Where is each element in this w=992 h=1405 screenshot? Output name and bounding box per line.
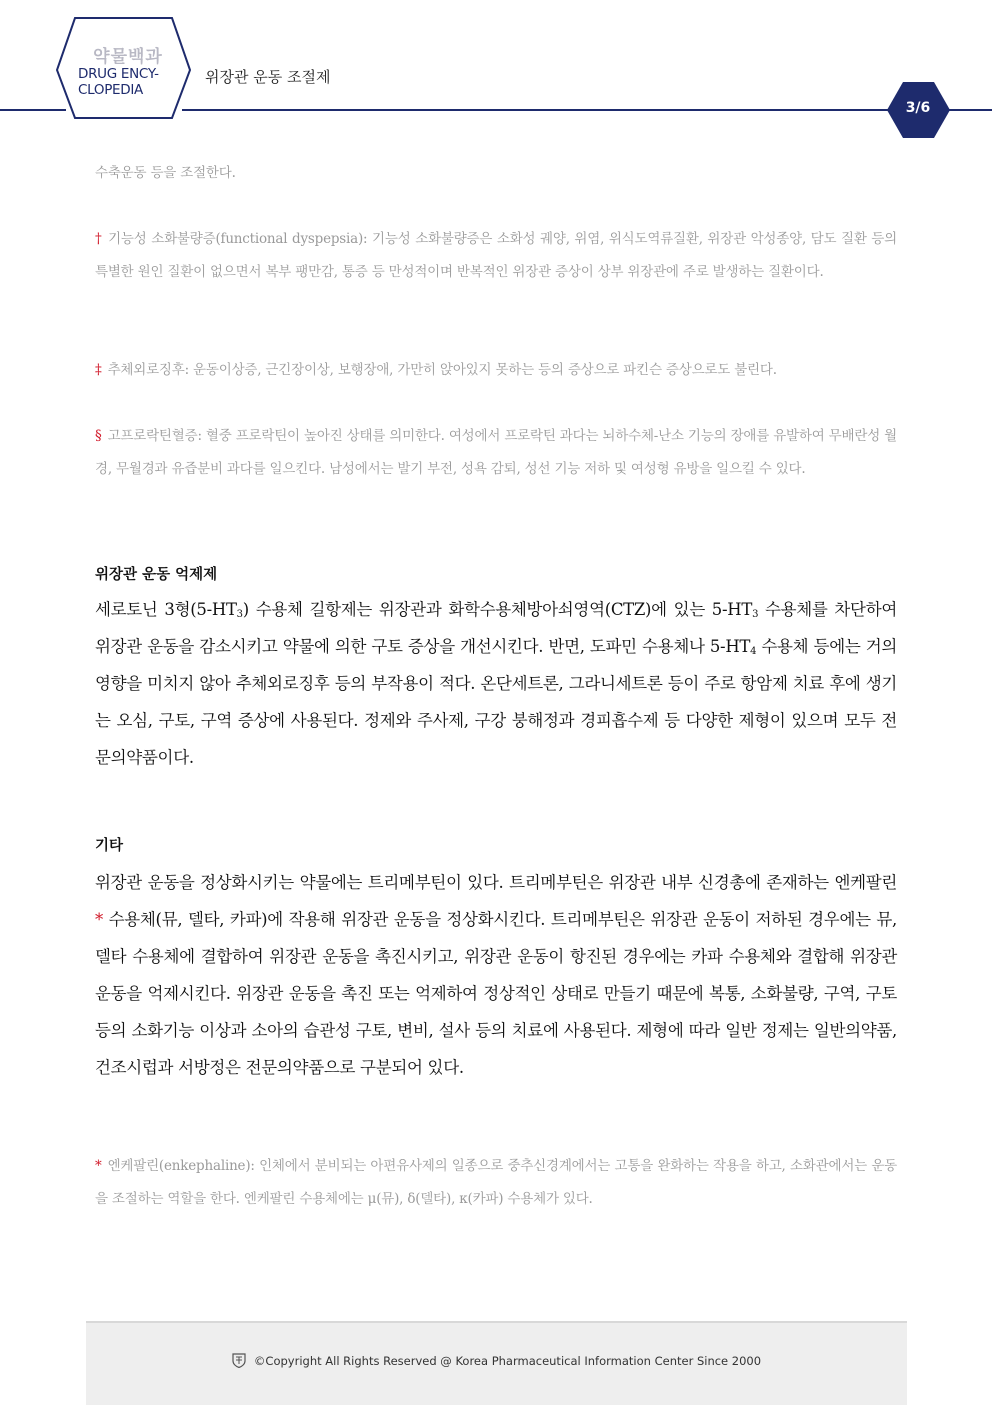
footer-copyright-line — [86, 1353, 907, 1368]
dagger-text: 기능성 소화불량증(functional dyspepsia): 기능성 소화불량증은 소화성 궤양, 위염, 위식도역류질환, 위장관 악성종양, 담도 질환 등의 특별한 원인 질환이 없으면서 복부 팽만감, 통증 등 만성적이며 반복적인 위장관 증상이 상부 위장관에 주로 발생하는 질환이다. — [95, 231, 897, 280]
copyright-text: ©Copyright All Rights Reserved @ Korea Pharmaceutical Information Center Since 2000 — [253, 1354, 762, 1368]
paragraph-suppressants — [95, 591, 897, 776]
para2-part-b: 수용체(뮤, 델타, 카파)에 작용해 위장관 운동을 정상화시킨다. 트리메부틴은 위장관 운동이 저하된 경우에는 뮤, 델타 수용체에 결합하여 위장관 운동을 촉진시키고, 위장관 운동이 항진된 경우에는 카파 수용체와 결합해 위장관 운동을 억제시킨다. 위장관 운동을 촉진 또는 억제하여 정상적인 상태로 만들기 때문에 복통, 소화불량, 구역, 구토 등의 소화기능 이상과 소아의 습관성 구토, 변비, 설사 등의 치료에 사용된다. 제형에 따라 일반 정제는 일반의약품, 건조시럽과 서방정은 전문의약품으로 구분되어 있다. — [95, 910, 897, 1077]
shield-icon — [232, 1353, 246, 1368]
footnote-double-dagger — [95, 354, 897, 387]
page-header — [0, 0, 992, 140]
footnote-section — [95, 420, 897, 486]
para2-part-a: 위장관 운동을 정상화시키는 약물에는 트리메부틴이 있다. 트리메부틴은 위장관 내부 신경총에 존재하는 엔케팔린 — [95, 873, 897, 892]
continuation-note: 수축운동 등을 조절한다. — [95, 165, 236, 181]
brand-english-line2: CLOPEDIA — [78, 82, 143, 98]
section-title-others: 기타 — [95, 838, 124, 854]
para1-part-b: ) 수용체 길항제는 위장관과 화학수용체방아쇠영역(CTZ)에 있는 5-HT — [242, 600, 753, 619]
double-dagger-text: 추체외로징후: 운동이상증, 근긴장이상, 보행장애, 가만히 앉아있지 못하는 등의 증상으로 파킨슨 증상으로도 불린다. — [107, 362, 777, 378]
para1-part-c: 수용체를 차단하여 위장관 운동을 감소시키고 약물에 의한 구토 증상을 개선시킨다. 반면, 도파민 수용체나 5-HT — [95, 600, 897, 656]
page-footer — [86, 1321, 907, 1405]
footnote-enkephalin — [95, 1150, 897, 1216]
subscript: 3 — [752, 609, 759, 620]
double-dagger-mark: ‡ — [95, 362, 102, 378]
star-mark: * — [95, 1158, 102, 1174]
section-mark: § — [95, 428, 102, 444]
paragraph-others — [95, 864, 897, 1086]
brand-korean: 약물백과 — [93, 47, 163, 67]
subscript: 4 — [750, 646, 757, 657]
subscript: 3 — [236, 609, 243, 620]
enkephalin-text: 엔케팔린(enkephaline): 인체에서 분비되는 아편유사제의 일종으로 중추신경계에서는 고통을 완화하는 작용을 하고, 소화관에서는 운동을 조절하는 역할을 한다. 엔케팔린 수용체에는 μ(뮤), δ(델타), κ(카파) 수용체가 있다. — [95, 1158, 897, 1207]
footnote-ref-star: * — [95, 910, 103, 929]
para1-part-d: 수용체 등에는 거의 영향을 미치지 않아 추체외로징후 등의 부작용이 적다. 온단세트론, 그라니세트론 등이 주로 항암제 치료 후에 생기는 오심, 구토, 구역 증상에 사용된다. 정제와 주사제, 구강 붕해정과 경피흡수제 등 다양한 제형이 있으며 모두 전문의약품이다. — [95, 637, 897, 767]
footnote-dagger — [95, 223, 897, 289]
section-text: 고프로락틴혈증: 혈중 프로락틴이 높아진 상태를 의미한다. 여성에서 프로락틴 과다는 뇌하수체-난소 기능의 장애를 유발하여 무배란성 월경, 무월경과 유즙분비 과다를 일으킨다. 남성에서는 발기 부전, 성욕 감퇴, 성선 기능 저하 및 여성형 유방을 일으킬 수 있다. — [95, 428, 897, 477]
dagger-mark: † — [95, 231, 103, 247]
page-number: 3/6 — [905, 100, 931, 116]
brand-english-line1: DRUG ENCY- — [78, 66, 159, 82]
brand-english — [78, 66, 178, 98]
para1-part-a: 세로토닌 3형(5-HT — [95, 600, 237, 619]
section-title-suppressants: 위장관 운동 억제제 — [95, 567, 218, 583]
document-title: 위장관 운동 조절제 — [205, 68, 331, 86]
